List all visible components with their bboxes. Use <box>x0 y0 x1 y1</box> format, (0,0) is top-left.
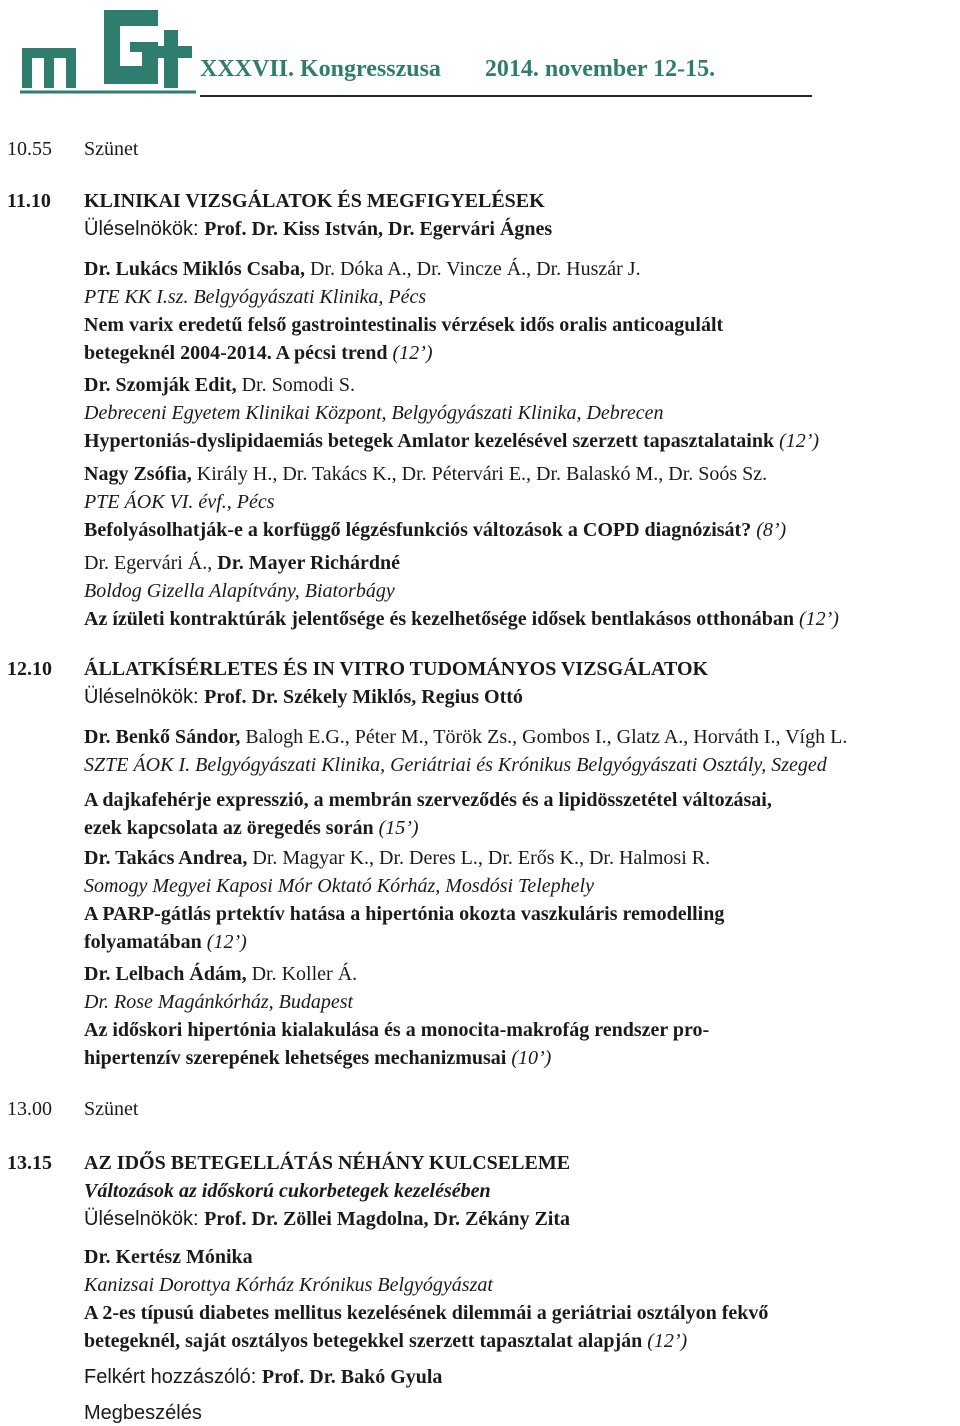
session-time: 13.15 <box>7 1152 52 1174</box>
presenting-author: Dr. Mayer Richárdné <box>217 552 401 574</box>
session-time: 12.10 <box>7 658 52 680</box>
chairs-label: Üléselnökök: <box>84 218 205 240</box>
talk-duration: (12’) <box>798 608 839 630</box>
session-chairs <box>84 218 552 241</box>
co-authors: Dr. Somodi S. <box>236 374 355 396</box>
talk-title-line2: hipertenzív szerepének lehetséges mechanizmusai <box>84 1047 507 1069</box>
talk-duration: (12’) <box>206 931 247 953</box>
talk-title-row <box>84 608 839 631</box>
talk-title-line2: folyamatában <box>84 931 202 953</box>
chairs-names: Prof. Dr. Zöllei Magdolna, Dr. Zékány Zita <box>204 1208 571 1230</box>
talk-title: A dajkafehérje expresszió, a membrán szerveződés és a lipidösszetétel változásai, <box>84 789 772 811</box>
talk-duration: (15’) <box>378 817 419 839</box>
session-chairs <box>84 686 523 709</box>
talk-institution: Debreceni Egyetem Klinikai Központ, Belgyógyászati Klinika, Debrecen <box>84 402 664 424</box>
talk-title-line2: betegeknél 2004-2014. A pécsi trend <box>84 342 388 364</box>
co-authors: Dr. Koller Á. <box>246 963 358 985</box>
talk-title-line2: ezek kapcsolata az öregedés során <box>84 817 374 839</box>
talk-title: Befolyásolhatják-e a korfüggő légzésfunkciós változások a COPD diagnózisát? <box>84 519 752 541</box>
talk-duration: (8’) <box>756 519 787 541</box>
talk-authors <box>84 463 767 486</box>
session-time: 13.00 <box>7 1098 52 1120</box>
invited-commenter <box>84 1366 442 1389</box>
invited-name: Prof. Dr. Bakó Gyula <box>261 1366 443 1388</box>
congress-dates: 2014. november 12-15. <box>484 56 716 82</box>
talk-duration: (12’) <box>647 1330 688 1352</box>
talk-title-line2: betegeknél, saját osztályos betegekkel szerzett tapasztalat alapján <box>84 1330 643 1352</box>
presenting-author: Dr. Takács Andrea, <box>84 847 248 869</box>
talk-title: Az időskori hipertónia kialakulása és a monocita-makrofág rendszer pro- <box>84 1019 710 1041</box>
talk-title-cont <box>84 342 433 365</box>
break-label: Szünet <box>84 1098 139 1120</box>
talk-authors <box>84 552 400 575</box>
chairs-label: Üléselnökök: <box>84 1208 205 1230</box>
session-time: 11.10 <box>7 190 51 212</box>
talk-institution: PTE ÁOK VI. évf., Pécs <box>84 491 275 513</box>
talk-title: Hypertoniás-dyslipidaemiás betegek Amlator kezelésével szerzett tapasztalataink <box>84 430 775 452</box>
header-title <box>200 56 715 83</box>
header-divider <box>200 95 812 97</box>
presenting-author: Nagy Zsófia, <box>84 463 192 485</box>
mgt-logo <box>18 4 198 100</box>
talk-authors <box>84 847 710 870</box>
talk-duration: (12’) <box>779 430 820 452</box>
session-title: KLINIKAI VIZSGÁLATOK ÉS MEGFIGYELÉSEK <box>84 190 545 212</box>
talk-authors <box>84 726 847 749</box>
talk-duration: (10’) <box>511 1047 552 1069</box>
talk-title-cont <box>84 1330 687 1353</box>
talk-title-cont <box>84 817 419 840</box>
break-label: Szünet <box>84 138 139 160</box>
discussion-label: Megbeszélés <box>84 1402 202 1424</box>
co-authors: Dr. Dóka A., Dr. Vincze Á., Dr. Huszár J. <box>304 258 641 280</box>
talk-title-row <box>84 430 819 453</box>
talk-title-row <box>84 519 786 542</box>
talk-authors <box>84 258 641 281</box>
talk-institution: Kanizsai Dorottya Kórház Krónikus Belgyógyászat <box>84 1274 493 1296</box>
presenting-author: Dr. Lelbach Ádám, <box>84 963 247 985</box>
presenting-author: Dr. Lukács Miklós Csaba, <box>84 258 305 280</box>
talk-title: A PARP-gátlás prtektív hatása a hipertónia okozta vaszkuláris remodelling <box>84 903 725 925</box>
talk-institution: PTE KK I.sz. Belgyógyászati Klinika, Pécs <box>84 286 427 308</box>
presenting-author: Dr. Szomják Edit, <box>84 374 237 396</box>
session-time: 10.55 <box>7 138 52 160</box>
congress-name: XXXVII. Kongresszusa <box>200 56 441 82</box>
talk-title: A 2-es típusú diabetes mellitus kezelésének dilemmái a geriátriai osztályon fekvő <box>84 1302 769 1324</box>
session-chairs <box>84 1208 570 1231</box>
talk-institution: SZTE ÁOK I. Belgyógyászati Klinika, Geriátriai és Krónikus Belgyógyászati Osztály, Szeged <box>84 754 827 776</box>
talk-duration: (12’) <box>392 342 433 364</box>
talk-institution: Somogy Megyei Kaposi Mór Oktató Kórház, Mosdósi Telephely <box>84 875 594 897</box>
talk-institution: Boldog Gizella Alapítvány, Biatorbágy <box>84 580 395 602</box>
talk-title: Nem varix eredetű felső gastrointestinalis vérzések idős oralis anticoagulált <box>84 314 724 336</box>
page-header <box>0 0 960 110</box>
talk-title-cont <box>84 1047 551 1070</box>
co-authors: Dr. Magyar K., Dr. Deres L., Dr. Erős K., Dr. Halmosi R. <box>247 847 711 869</box>
talk-authors <box>84 963 357 986</box>
session-title: AZ IDŐS BETEGELLÁTÁS NÉHÁNY KULCSELEME <box>84 1152 571 1174</box>
talk-title: Az ízületi kontraktúrák jelentősége és kezelhetősége idősek bentlakásos otthonában <box>84 608 794 630</box>
presenting-author: Dr. Kertész Mónika <box>84 1246 253 1268</box>
co-authors: Dr. Egervári Á., <box>84 552 218 574</box>
chairs-names: Prof. Dr. Székely Miklós, Regius Ottó <box>204 686 523 708</box>
session-title: ÁLLATKÍSÉRLETES ÉS IN VITRO TUDOMÁNYOS VIZSGÁLATOK <box>84 658 709 680</box>
talk-title-cont <box>84 931 247 954</box>
chairs-label: Üléselnökök: <box>84 686 205 708</box>
invited-label: Felkért hozzászóló: <box>84 1366 262 1388</box>
talk-authors <box>84 374 355 397</box>
co-authors: Balogh E.G., Péter M., Török Zs., Gombos I., Glatz A., Horváth I., Vígh L. <box>240 726 848 748</box>
chairs-names: Prof. Dr. Kiss István, Dr. Egervári Ágnes <box>204 218 553 240</box>
presenting-author: Dr. Benkő Sándor, <box>84 726 241 748</box>
talk-institution: Dr. Rose Magánkórház, Budapest <box>84 991 354 1013</box>
co-authors: Király H., Dr. Takács K., Dr. Pétervári E., Dr. Balaskó M., Dr. Soós Sz. <box>191 463 768 485</box>
session-subtitle: Változások az időskorú cukorbetegek kezelésében <box>84 1180 491 1202</box>
